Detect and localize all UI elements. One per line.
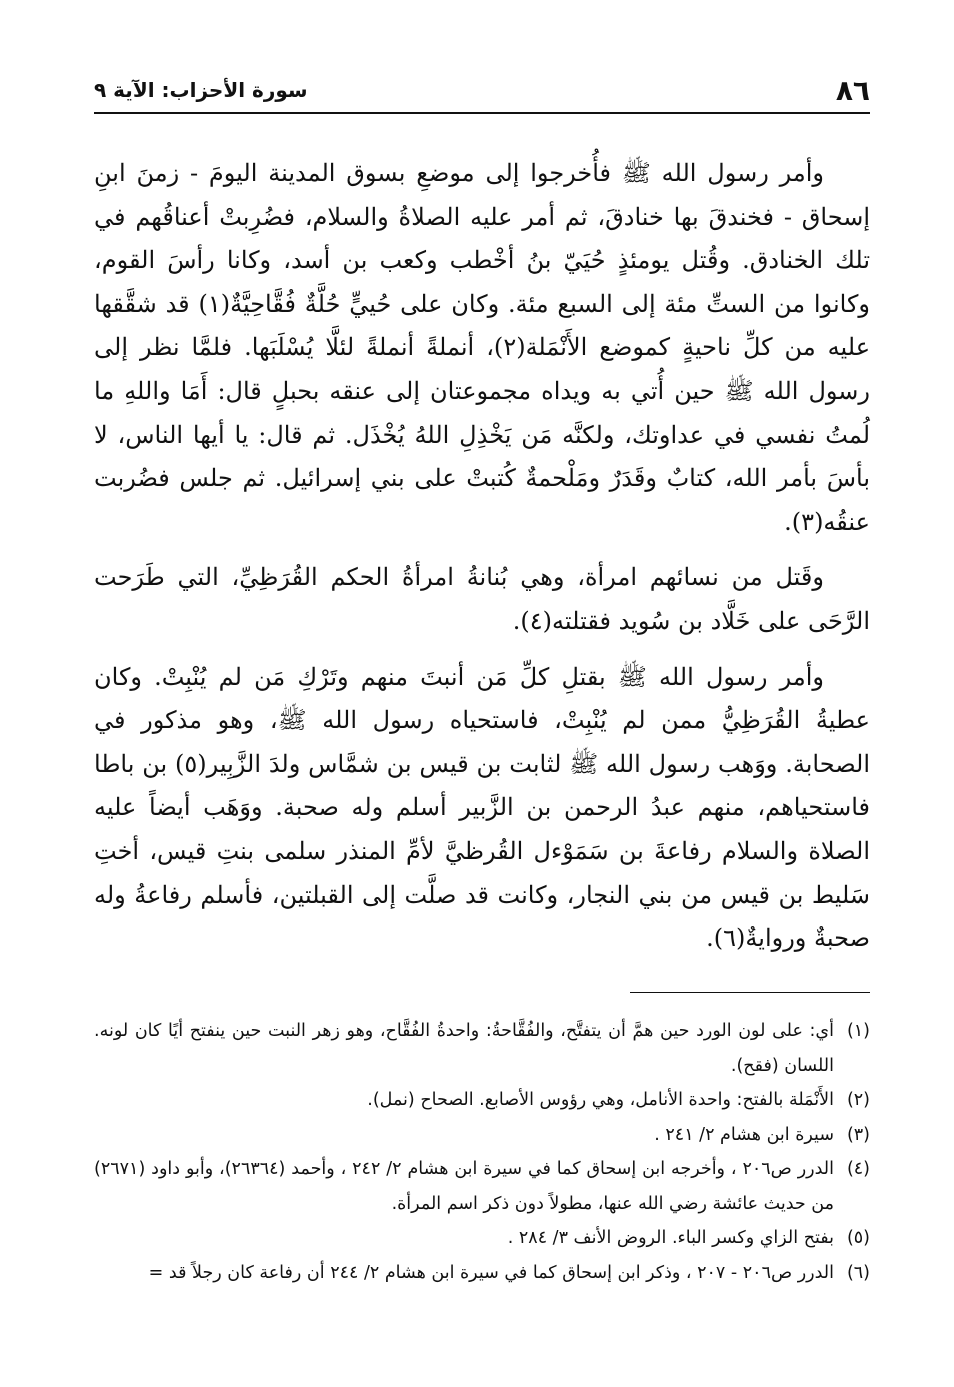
footnotes: [94, 1014, 870, 1290]
running-title: سورة الأحزاب: الآية ٩: [94, 78, 308, 102]
paragraph: وقَتل من نسائهم امرأة، وهي بُنانةُ امرأةُ الحكم القُرَظِيِّ، التي طَرَحت الرَّحَى على خَلَّاد بن سُويد فقتلته(٤).: [94, 563, 870, 635]
header-rule: [94, 112, 870, 114]
footnote-item: [94, 1118, 870, 1153]
footnote-text: سيرة ابن هشام ٢/ ٢٤١ .: [654, 1124, 834, 1145]
main-text: [94, 152, 870, 961]
footnote-number: (٤): [846, 1159, 870, 1179]
paragraph: وأمر رسول الله ﷺ فأُخرجوا إلى موضعِ بسوق المدينة اليومَ - زمنَ ابنِ إسحاق - فخندقَ بها خنادقَ، ثم أمر عليه الصلاةُ والسلام، فضُرِبتْ أعناقُهم في تلك الخنادق. وقُتل يومئذٍ حُيَيّ بنُ أخْطب وكعب بن أسد، وكانا رأسَ القوم، وكانوا من الستِّ مئة إلى السبع مئة. وكان على حُييٍّ حُلَّةٌ فُقَّاحِيَّةٌ(١) قد شقَّقها عليه من كلِّ ناحيةٍ كموضع الأَنْمَلة(٢)، أنملةً أنملةً لئلَّا يُسْلَبَها. فلمَّا نظر إلى رسول الله ﷺ حين أُتي به ويداه مجموعتان إلى عنقه بحبلٍ قال: أَمَا واللهِ ما لُمتُ نفسي في عداوتك، ولكنَّه مَن يَخْذِلِ اللهُ يُخْذَل. ثم قال: يا أيها الناس، لا بأسَ بأمر الله، كتابٌ وقَدَرٌ ومَلْحمةٌ كُتبتْ على بني إسرائيل. ثم جلس فضُربت عنقُه(٣).: [94, 159, 871, 536]
page-number: ٨٦: [835, 74, 870, 107]
paragraph: وأمر رسول الله ﷺ بقتلِ كلِّ مَن أنبتَ منهم وتَرْكِ مَن لم يُنْبِتْ. وكان عطيةُ القُرَظِيُّ ممن لم يُنْبِتْ، فاستحياه رسول الله ﷺ، وهو مذكور في الصحابة. ووَهب رسول الله ﷺ لثابت بن قيس بن شمَّاس ولدَ الزَّبِير(٥) بن باطا فاستحياهم، منهم عبدُ الرحمن بن الزَّبير أسلم وله صحبة. ووَهَب أيضاً عليه الصلاة والسلام رفاعةَ بن سَمَوْءل القُرظيَّ لأمِّ المنذر سلمى بنتِ قيس، أختِ سَليط بن قيس من بني النجار، وكانت قد صلَّت إلى القبلتين، فأسلم رفاعةُ وله صحبةٌ وروايةٌ(٦).: [94, 662, 871, 953]
footnote-text: الدرر ص٢٠٦ - ٢٠٧ ، وذكر ابن إسحاق كما في سيرة ابن هشام ٢/ ٢٤٤ أن رفاعة كان رجلاً قد =: [148, 1262, 834, 1283]
footnote-text: أي: على لون الورد حين همَّ أن يتفتَّح، والفُقَّاحةُ: واحدةُ الفُقَّاح، وهو زهر النبت حين ينفتح أيًا كان لونه. اللسان (فقح).: [94, 1021, 834, 1076]
footnote-number: (٣): [846, 1124, 870, 1145]
footnote-item: [94, 1256, 870, 1291]
footnote-text: الأَنْمَلة بالفتح: واحدة الأنامل، وهي رؤوس الأصابع. الصحاح (نمل).: [367, 1090, 834, 1110]
footnote-item: [94, 1221, 870, 1256]
footnote-item: [94, 1014, 870, 1083]
footnote-text: بفتح الزاي وكسر الباء. الروض الأنف ٣/ ٢٨٤ .: [507, 1228, 834, 1248]
footnote-number: (٢): [846, 1090, 870, 1110]
footnote-item: [94, 1152, 870, 1221]
footnote-text: الدرر ص٢٠٦ ، وأخرجه ابن إسحاق كما في سيرة ابن هشام ٢/ ٢٤٢ ، وأحمد (٢٦٣٦٤)، وأبو داود (٢٦٧١) من حديث عائشة رضي الله عنها، مطولاً دون ذكر اسم المرأة.: [94, 1159, 834, 1214]
footnote-number: (٥): [846, 1228, 870, 1248]
footnote-separator: [630, 992, 870, 993]
page-header: [94, 72, 870, 112]
footnote-number: (٦): [846, 1262, 870, 1283]
footnote-number: (١): [846, 1021, 870, 1041]
footnote-item: [94, 1083, 870, 1118]
